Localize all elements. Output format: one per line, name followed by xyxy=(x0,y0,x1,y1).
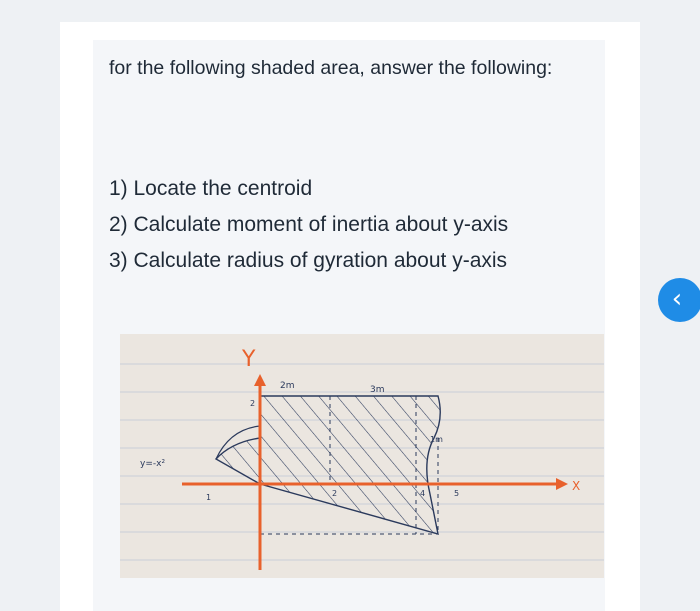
question-intro xyxy=(109,52,579,127)
shaded-area-left xyxy=(216,438,260,484)
figure-drawing xyxy=(120,334,604,578)
question-intro-text: for the following shaded area, answer the following: xyxy=(109,57,553,79)
tick-4: 4 xyxy=(420,489,426,498)
dimension-3m: 3m xyxy=(370,385,385,395)
dimension-2m: 2m xyxy=(280,381,295,391)
question-item: 2) Calculate moment of inertia about y-axis xyxy=(109,213,509,236)
shaded-area xyxy=(260,396,440,534)
y-axis-label: Y xyxy=(242,347,256,372)
x-axis-label: X xyxy=(572,479,581,493)
tick-1-left: 1 xyxy=(206,493,212,502)
tick-2-bottom: 2 xyxy=(332,489,338,498)
chevron-left-icon: ‹ xyxy=(671,283,683,314)
collapse-panel-button[interactable] xyxy=(658,278,700,322)
tick-5: 5 xyxy=(454,489,460,498)
curve-label: y=-x² xyxy=(140,459,166,469)
question-item: 3) Calculate radius of gyration about y-axis xyxy=(109,249,508,272)
question-item: 1) Locate the centroid xyxy=(109,177,313,200)
tick-2-top: 2 xyxy=(250,399,256,408)
question-list xyxy=(109,171,599,279)
handwritten-figure-photo xyxy=(120,334,604,578)
dimension-1m: 1m xyxy=(430,435,443,444)
